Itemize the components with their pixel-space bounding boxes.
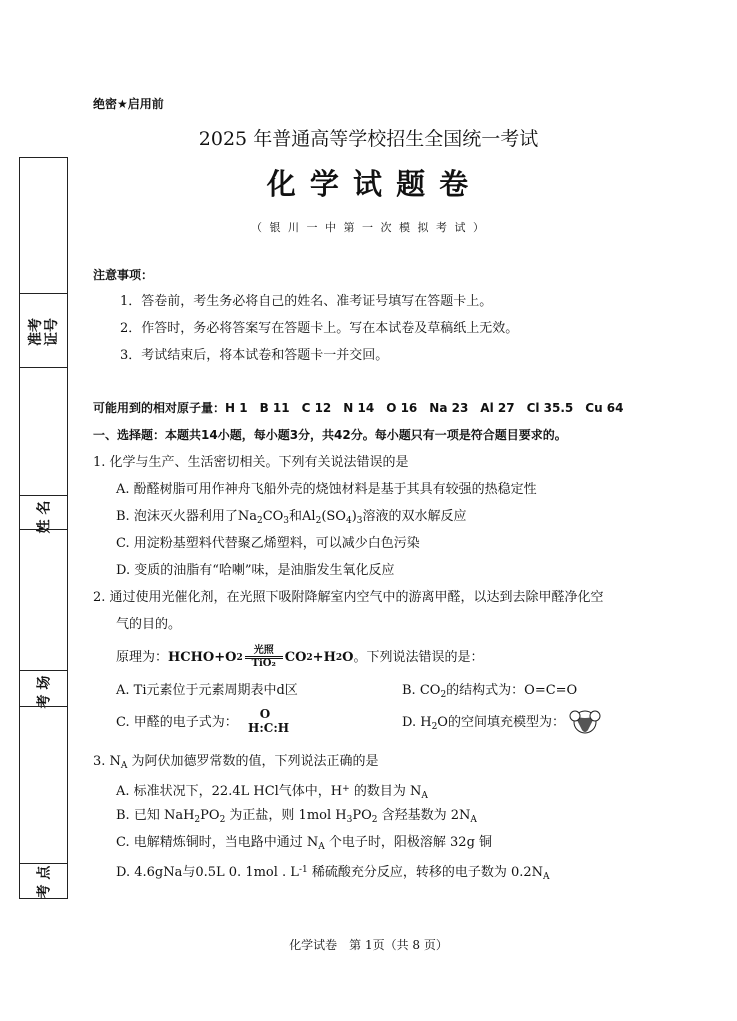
page-footer: 化学试卷 第 1页（共 8 页） bbox=[289, 938, 448, 952]
strip-divider bbox=[20, 293, 67, 294]
q1-option-a: A. 酚醛树脂可用作神舟飞船外壳的烧蚀材料是基于其具有较强的热稳定性 bbox=[116, 482, 537, 497]
strip-divider bbox=[20, 529, 67, 530]
strip-divider bbox=[20, 367, 67, 368]
q2-stem-line2: 气的目的。 bbox=[116, 617, 182, 632]
zhunkaozheng-label: 准考 证号 bbox=[27, 318, 60, 346]
exam-site-label: 考 点 bbox=[36, 865, 53, 899]
q3-option-b: B. 已知 $NaH_2PO_2$ 为正盐，则 1mol $H_3PO_2$ 含羟基数为 $2N_A$ bbox=[116, 808, 477, 825]
q2-option-a: A. Ti元素位于元素周期表中d区 bbox=[116, 683, 298, 698]
q2-stem-line1: 2. 通过使用光催化剂，在光照下吸附降解室内空气中的游离甲醛，以达到去除甲醛净化空 bbox=[93, 590, 604, 605]
strip-divider bbox=[20, 670, 67, 671]
q3-option-c: C. 电解精炼铜时，当电路中通过 $N_A$ 个电子时，阳极溶解 32g 铜 bbox=[116, 835, 493, 852]
q2-option-b: B. $CO_2$的结构式为：O=C=O bbox=[402, 683, 578, 700]
q2-principle: 原理为： HCHO+O 2 光照 TiO₂ CO 2 +H 2 O 。下列说法错误的是： bbox=[116, 645, 484, 669]
reaction-arrow: 光照 TiO₂ bbox=[245, 646, 283, 669]
name-label: 姓 名 bbox=[36, 500, 53, 534]
strip-divider bbox=[20, 863, 67, 864]
note-item: 3．考试结束后，将本试卷和答题卡一并交回。 bbox=[120, 348, 389, 363]
note-item: 1．答卷前，考生务必将自己的姓名、准考证号填写在答题卡上。 bbox=[120, 294, 493, 309]
q3-option-d: D. 4.6gNa与0.5L 0. 1mol . $L^{-1}$ 稀硫酸充分反应，转移的电子数为 $0.2N_A$ bbox=[116, 865, 550, 882]
q1-option-d: D. 变质的油脂有“哈喇”味，是油脂发生氧化反应 bbox=[116, 563, 395, 578]
exam-title: 2025 年普通高等学校招生全国统一考试 bbox=[198, 128, 539, 150]
paper-subtitle: （ 银 川 一 中 第 一 次 模 拟 考 试 ） bbox=[251, 221, 486, 234]
exam-room-label: 考 场 bbox=[36, 675, 53, 709]
atomic-masses: 可能用到的相对原子量：H 1 B 11 C 12 N 14 O 16 Na 23 Al 27 Cl 35.5 Cu 64 bbox=[93, 401, 624, 415]
q3-stem: 3. $N_A$ 为阿伏加德罗常数的值，下列说法正确的是 bbox=[93, 754, 379, 771]
paper-title: 化 学 试 题 卷 bbox=[266, 167, 471, 201]
q3-option-a: A. 标准状况下，22.4L HCl气体中，H+ 的数目为 $N_A$ bbox=[116, 784, 428, 801]
notes-title: 注意事项： bbox=[93, 268, 154, 282]
section1-heading: 一、选择题：本题共14小题，每小题3分，共42分。每小题只有一项是符合题目要求的。 bbox=[93, 428, 567, 442]
q2-option-c: C. 甲醛的电子式为： bbox=[116, 715, 238, 730]
q1-stem: 1. 化学与生产、生活密切相关。下列有关说法错误的是 bbox=[93, 455, 409, 470]
formaldehyde-electron-formula: O H:C:H bbox=[248, 707, 290, 735]
strip-divider bbox=[20, 706, 67, 707]
q1-option-b: B. 泡沫灭火器利用了$Na_2CO_3$和$Al_2(SO_4)_3$溶液的双水解反应 bbox=[116, 509, 467, 526]
q1-option-c: C. 用淀粉基塑料代替聚乙烯塑料，可以减少白色污染 bbox=[116, 536, 420, 551]
q2-option-d: D. $H_2O$的空间填充模型为： bbox=[402, 715, 565, 732]
note-item: 2．作答时，务必将答案写在答题卡上。写在本试卷及草稿纸上无效。 bbox=[120, 321, 519, 336]
binding-strip bbox=[19, 157, 68, 899]
confidential-label: 绝密★启用前 bbox=[93, 97, 164, 111]
water-space-filling-model-icon bbox=[568, 708, 602, 736]
strip-divider bbox=[20, 495, 67, 496]
reaction-equation: HCHO+O 2 光照 TiO₂ CO 2 +H 2 O bbox=[168, 645, 354, 669]
